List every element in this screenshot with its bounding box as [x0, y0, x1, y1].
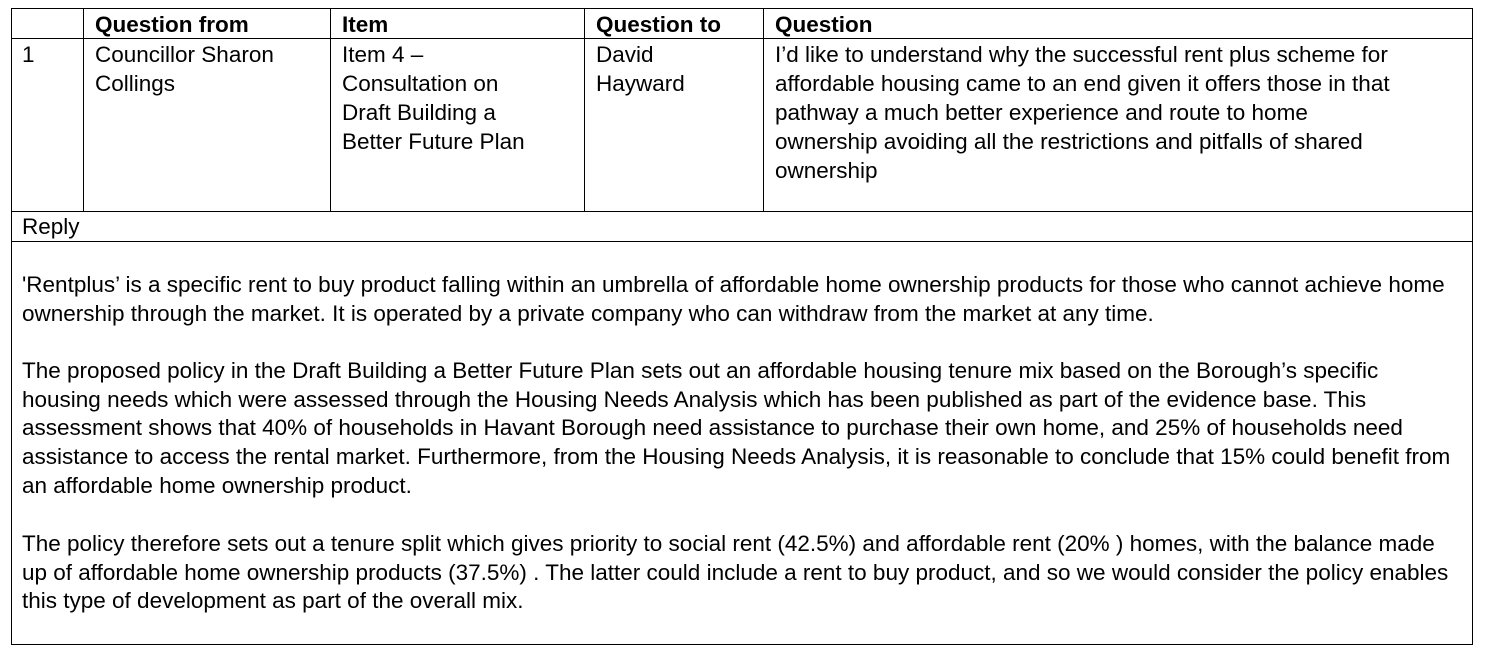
- row-question: I’d like to understand why the successful rent plus scheme for affordable housing came to an end given it offers those in that pathway a much better experience and route to home ownership avoiding all the restrictions and pitfalls of shared ownership: [775, 42, 1390, 183]
- row-question-from: Councillor Sharon Collings: [95, 42, 274, 96]
- header-question: Question: [775, 12, 873, 37]
- column-divider-1: [83, 9, 84, 211]
- reply-divider: [12, 241, 1472, 242]
- column-divider-3: [584, 9, 585, 211]
- reply-paragraph: 'Rentplus’ is a specific rent to buy product falling within an umbrella of affordable home ownership products for those who cannot achieve home ownership through the market. It is operated by a private company who can withdraw from the market at any time.: [22, 272, 1445, 326]
- column-divider-4: [763, 9, 764, 211]
- reply-label: Reply: [22, 214, 80, 239]
- column-divider-2: [330, 9, 331, 211]
- header-item: Item: [342, 12, 389, 37]
- header-question-to: Question to: [596, 12, 721, 37]
- row-number: 1: [22, 42, 35, 67]
- header-question-from: Question from: [95, 12, 249, 37]
- reply-paragraph: The proposed policy in the Draft Building a Better Future Plan sets out an affordable housing tenure mix based on the Borough’s specific housing needs which were assessed through the Housing Needs Analysis which has been published as part of the evidence base. This assessment shows that 40% of households in Havant Borough need assistance to purchase their own home, and 25% of households need assistance to access the rental market. Furthermore, from the Housing Needs Analysis, it is reasonable to conclude that 15% could benefit from an affordable home ownership product.: [22, 358, 1451, 498]
- question-table: [11, 8, 1473, 645]
- reply-paragraph: The policy therefore sets out a tenure split which gives priority to social rent (42.5%) and affordable rent (20% ) homes, with the balance made up of affordable home ownership products (37.5%) . The latter could include a rent to buy product, and so we would consider the policy enables this type of development as part of the overall mix.: [22, 531, 1449, 614]
- row-item: Item 4 – Consultation on Draft Building a Better Future Plan: [342, 42, 525, 154]
- row-divider: [12, 211, 1472, 212]
- row-question-to: David Hayward: [596, 42, 685, 96]
